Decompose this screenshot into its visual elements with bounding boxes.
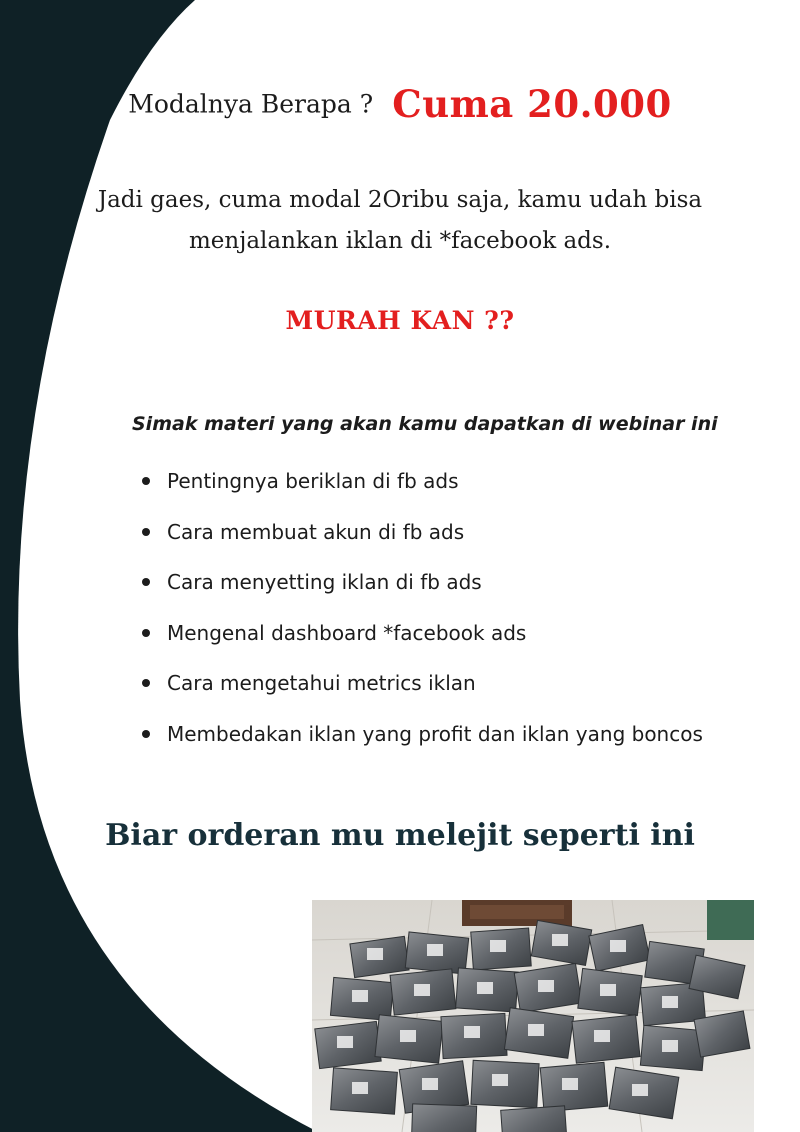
list-item: Cara menyetting iklan di fb ads <box>140 557 720 608</box>
list-item: Cara membuat akun di fb ads <box>140 507 720 558</box>
list-item: Membedakan iklan yang profit dan iklan yang boncos <box>140 709 720 760</box>
packages-photo <box>312 900 754 1132</box>
list-item: Mengenal dashboard *facebook ads <box>140 608 720 659</box>
intro-line-2: menjalankan iklan di *facebook ads. <box>188 228 612 254</box>
intro-paragraph <box>40 180 760 262</box>
emphasis-text: MURAH KAN ?? <box>285 306 515 335</box>
list-item: Pentingnya beriklan di fb ads <box>140 456 720 507</box>
list-item: Cara mengetahui metrics iklan <box>140 658 720 709</box>
headline-price: Cuma 20.000 <box>392 82 672 126</box>
headline <box>0 82 800 126</box>
closing-heading: Biar orderan mu melejit seperti ini <box>105 818 695 853</box>
intro-line-1: Jadi gaes, cuma modal 2Oribu saja, kamu udah bisa <box>97 187 703 213</box>
headline-question: Modalnya Berapa ? <box>128 89 374 119</box>
materi-title: Simak materi yang akan kamu dapatkan di webinar ini <box>132 413 718 435</box>
materi-list <box>140 456 720 759</box>
